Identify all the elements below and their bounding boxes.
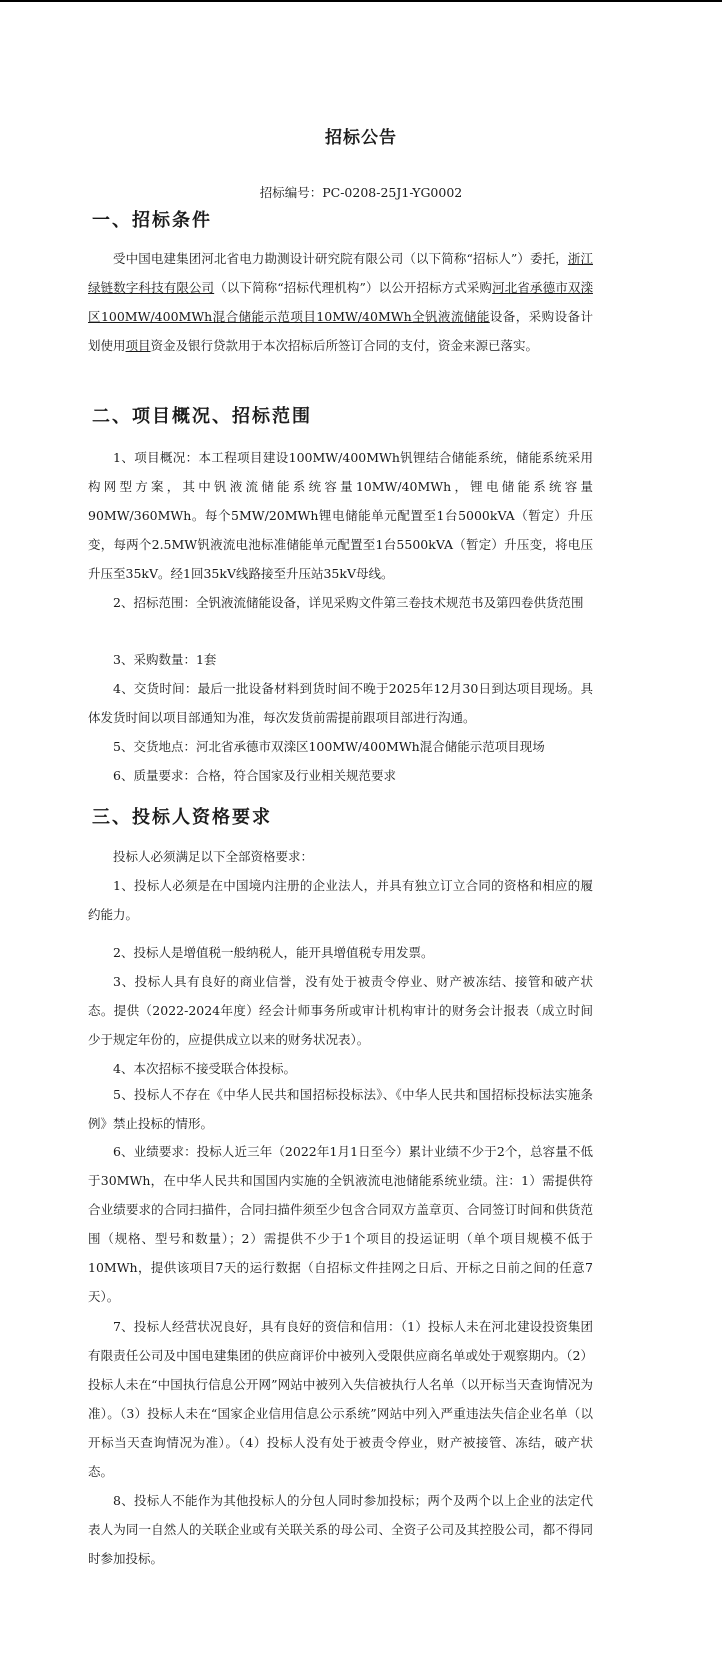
qualification-8: 8、投标人不能作为其他投标人的分包人同时参加投标；两个及两个以上企业的法定代表人为同一自然人的关联企业或有关联关系的母公司、全资子公司及其控股公司，都不得同时参加投标。: [88, 1493, 593, 1566]
top-border: [0, 0, 722, 2]
qualification-5: 5、投标人不存在《中华人民共和国招标投标法》、《中华人民共和国招标投标法实施条例》禁止投标的情形。: [88, 1087, 593, 1131]
qualification-3: 3、投标人具有良好的商业信誉，没有处于被责令停业、财产被冻结、接管和破产状态。提供（2022-2024年度）经会计师事务所或审计机构审计的财务会计报表（成立时间少于规定年份的，应提供成立以来的财务状况表）。: [88, 974, 593, 1047]
qualification-7: 7、投标人经营状况良好，具有良好的资信和信用：（1）投标人未在河北建设投资集团有限责任公司及中国电建集团的供应商评价中被列入受限供应商名单或处于观察期内。（2）投标人未在“中国执行信息公开网”网站中被列入失信被执行人名单（以开标当天查询情况为准）。（3）投标人未在“国家企业信用信息公示系统”网站中列入严重违法失信企业名单（以开标当天查询情况为准）。（4）投标人没有处于被责令停业，财产被接管、冻结，破产状态。: [88, 1319, 593, 1479]
project-overview: 1、项目概况：本工程项目建设100MW/400MWh钒锂结合储能系统，储能系统采用构网型方案，其中钒液流储能系统容量10MW/40MWh，锂电储能系统容量90MW/360MWh。每个5MW/20MWh锂电储能单元配置至1台5000kVA（暂定）升压变，每两个2.5MW钒液流电池标准储能单元配置至1台5500kVA（暂定）升压变，将电压升压至35kV。经1回35kV线路接至升压站35kV母线。: [88, 450, 593, 581]
purchase-quantity: 3、采购数量：1套: [113, 652, 217, 667]
qualification-4: 4、本次招标不接受联合体投标。: [113, 1061, 296, 1076]
fund-source: 项目: [125, 338, 151, 353]
bid-scope: 2、招标范围：全钒液流储能设备，详见采购文件第三卷技术规范书及第四卷供货范围: [113, 595, 584, 610]
bid-number: 招标编号：PC-0208-25J1-YG0002: [259, 185, 463, 200]
delivery-time: 4、交货时间：最后一批设备材料到货时间不晚于2025年12月30日到达项目现场。具体发货时间以项目部通知为准，每次发货前需提前跟项目部进行沟通。: [88, 681, 593, 725]
qualification-6: 6、业绩要求：投标人近三年（2022年1月1日至今）累计业绩不少于2个，总容量不低于30MWh，在中华人民共和国国内实施的全钒液流电池储能系统业绩。注：1）需提供符合业绩要求的合同扫描件，合同扫描件须至少包含合同双方盖章页、合同签订时间和供货范围（规格、型号和数量）；2）需提供不少于1个项目的投运证明（单个项目规模不低于10MWh，提供该项目7天的运行数据（自招标文件挂网之日后、开标之日前之间的任意7天）。: [88, 1144, 593, 1304]
section-heading-2: 二、项目概况、招标范围: [92, 406, 312, 427]
project-name: 河北省承德市双滦区100MW/400MWh混合储能示范项目10MW/40MWh全钒液流储能: [88, 280, 593, 324]
qualification-intro: 投标人必须满足以下全部资格要求：: [113, 849, 314, 864]
qualification-1: 1、投标人必须是在中国境内注册的企业法人，并具有独立订立合同的资格和相应的履约能力。: [88, 878, 593, 922]
agent-name: 浙江绿链数字科技有限公司: [88, 251, 593, 295]
section-heading-1: 一、招标条件: [92, 210, 212, 231]
page-title: 招标公告: [325, 128, 397, 148]
section-heading-3: 三、投标人资格要求: [92, 807, 272, 828]
quality-requirement: 6、质量要求：合格，符合国家及行业相关规范要求: [113, 768, 396, 783]
qualification-2: 2、投标人是增值税一般纳税人，能开具增值税专用发票。: [113, 945, 434, 960]
section-1-paragraph: 受中国电建集团河北省电力勘测设计研究院有限公司（以下简称“招标人”）委托，浙江绿链数字科技有限公司（以下简称“招标代理机构”）以公开招标方式采购河北省承德市双滦区100MW/400MWh混合储能示范项目10MW/40MWh全钒液流储能设备，采购设备计划使用项目资金及银行贷款用于本次招标后所签订合同的支付，资金来源已落实。: [88, 251, 593, 353]
delivery-location: 5、交货地点：河北省承德市双滦区100MW/400MWh混合储能示范项目现场: [113, 739, 545, 754]
